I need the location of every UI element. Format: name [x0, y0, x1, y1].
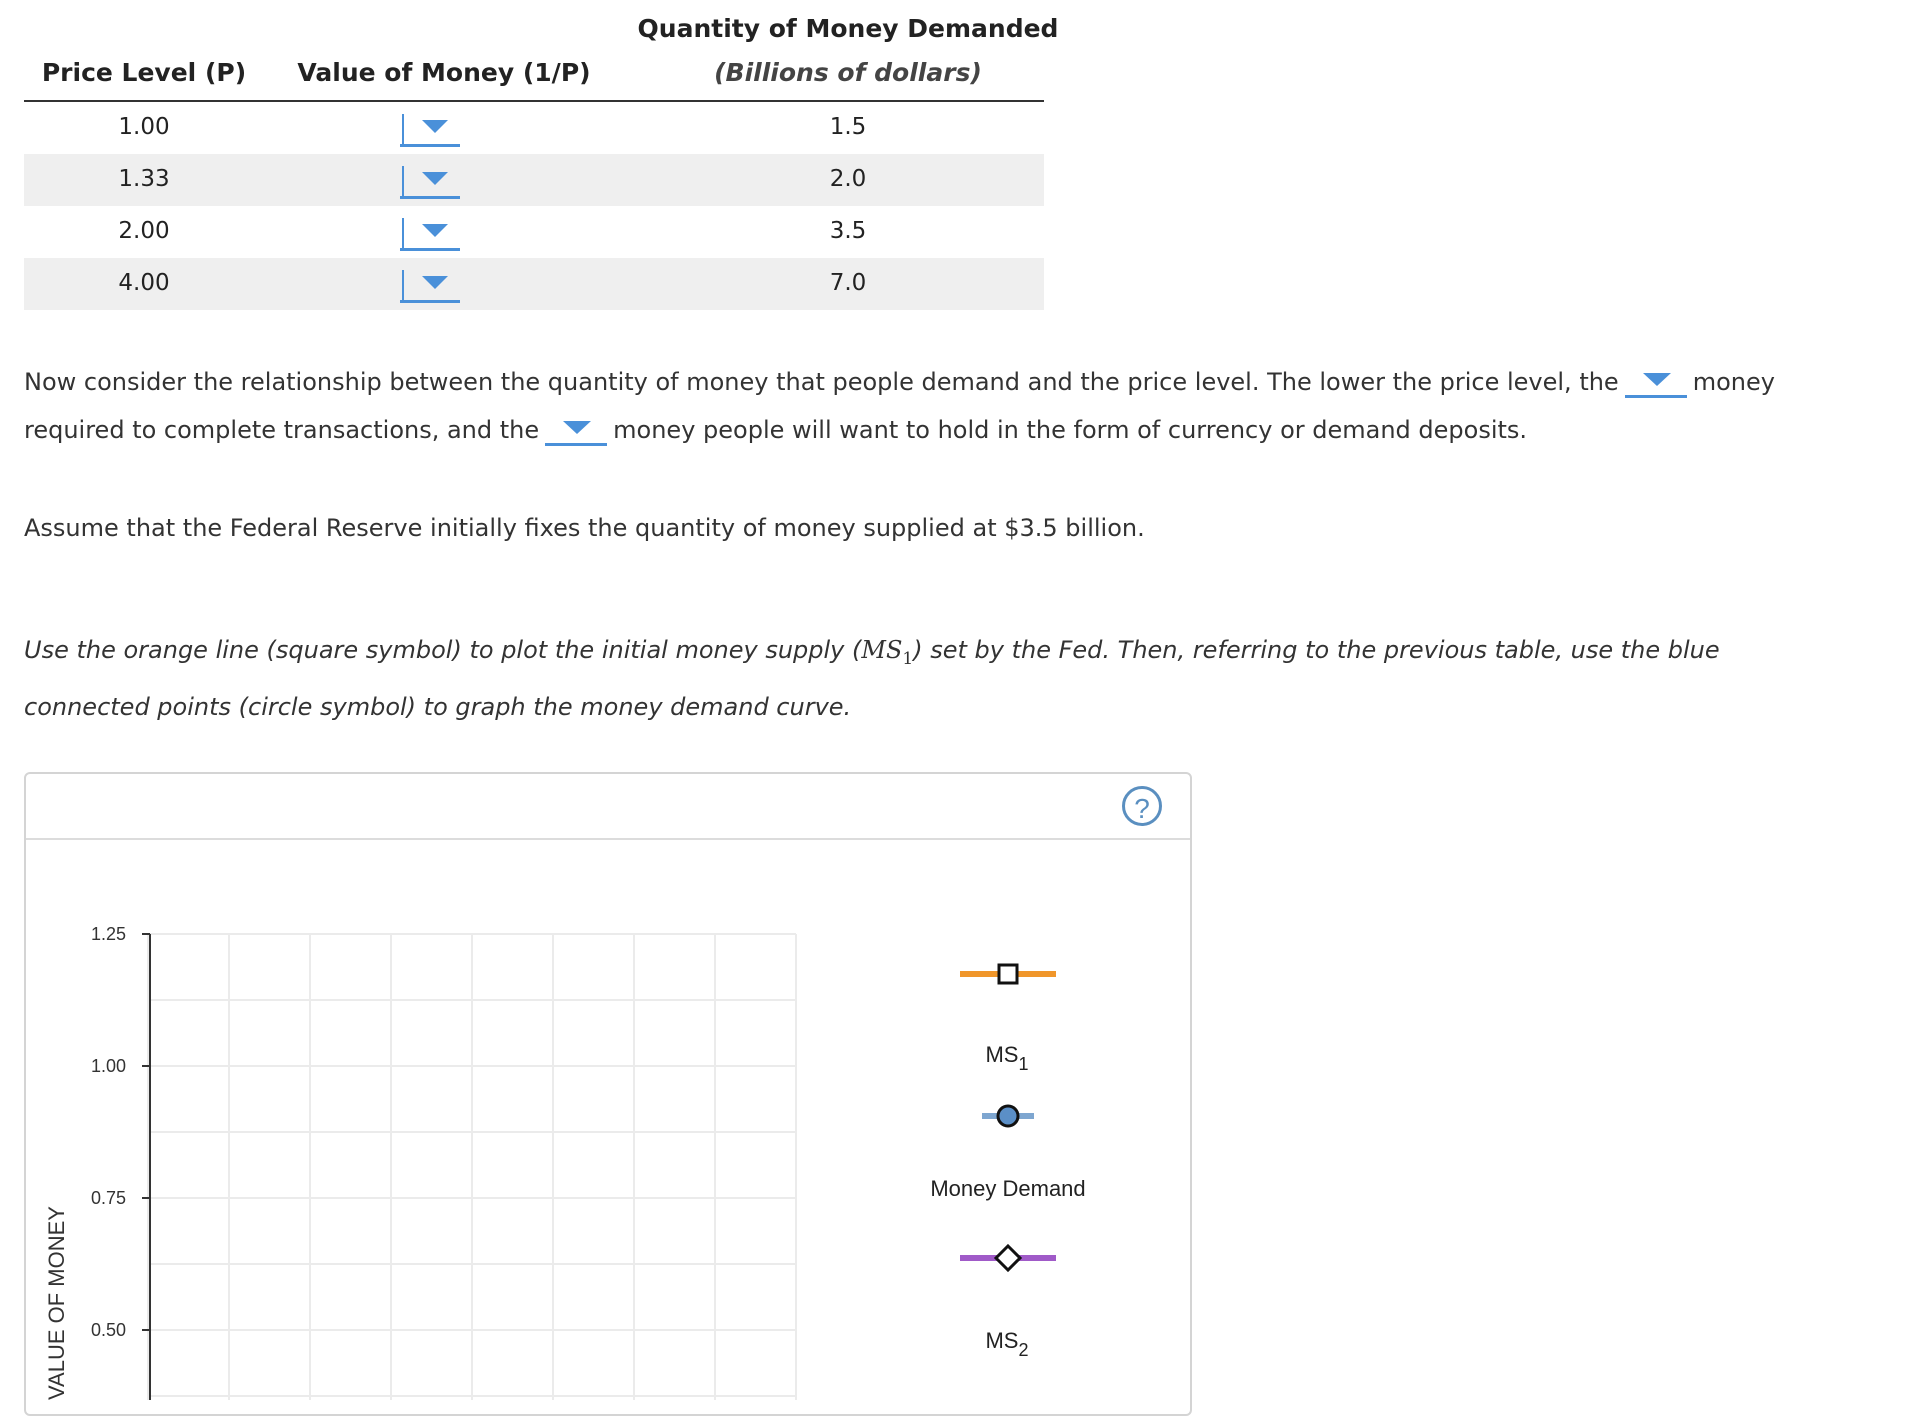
instructions-paragraph [24, 626, 1904, 731]
amount-dropdown[interactable] [1625, 367, 1687, 398]
ms1-legend-tool[interactable] [960, 965, 1056, 1074]
y-axis-label: VALUE OF MONEY [44, 1206, 69, 1400]
chevron-down-icon [422, 120, 448, 133]
hold-amount-dropdown[interactable] [545, 415, 607, 446]
chevron-down-icon [422, 172, 448, 185]
value-of-money-header: Value of Money (1/P) [297, 58, 591, 87]
quantity-cell: 2.0 [829, 166, 867, 192]
help-icon[interactable]: ? [1122, 786, 1162, 826]
instr-text-a: Use the orange line (square symbol) to plot the initial money supply ( [24, 636, 862, 664]
money-demand-legend-tool[interactable] [930, 1106, 1085, 1201]
quantity-cell: 7.0 [829, 270, 867, 296]
square-icon [999, 965, 1017, 983]
price-level-header: Price Level (P) [41, 58, 247, 87]
y-tick-label: 1.00 [90, 1056, 126, 1076]
para1-text-a: Now consider the relationship between the quantity of money that people demand and the price level. The lower the price level, the [24, 368, 1619, 396]
ms-sub: 1 [902, 648, 914, 669]
chevron-down-icon [422, 224, 448, 237]
para1-text-d: money people will want to hold in the form of currency or demand deposits. [613, 416, 1528, 444]
value-dropdown[interactable] [400, 270, 460, 303]
table-row [24, 102, 1044, 154]
instr-text-c: connected points (circle symbol) to graph the money demand curve. [24, 692, 852, 721]
table-row [24, 206, 1044, 258]
quantity-cell: 1.5 [829, 114, 867, 140]
ms-text: MS [861, 636, 903, 664]
table-row [24, 258, 1044, 310]
chevron-down-icon [422, 276, 448, 289]
ms2-legend-label: $MS_2$ [985, 1328, 1029, 1360]
diamond-icon [996, 1246, 1020, 1270]
instr-text-b: ) set by the Fed. Then, referring to the previous table, use the blue [913, 636, 1720, 664]
value-dropdown[interactable] [400, 166, 460, 199]
chevron-down-icon [563, 421, 591, 434]
ms1-legend-label: $MS_1$ [985, 1042, 1029, 1074]
y-tick-label: 0.50 [90, 1320, 126, 1340]
y-tick-label: 1.25 [90, 924, 126, 944]
circle-icon [998, 1106, 1018, 1126]
price-cell: 1.33 [118, 166, 170, 192]
grid [148, 934, 796, 1400]
para1-text-c: required to complete transactions, and the [24, 416, 540, 444]
price-cell: 1.00 [118, 114, 170, 140]
value-dropdown[interactable] [400, 218, 460, 251]
graph-area[interactable] [26, 840, 1190, 1400]
table-header-row [24, 58, 1044, 102]
value-dropdown[interactable] [400, 114, 460, 147]
fed-assumption-paragraph: Assume that the Federal Reserve initially fixes the quantity of money supplied at $3.5 billion. [24, 514, 1145, 542]
price-relationship-paragraph [24, 358, 1904, 454]
quantity-cell: 3.5 [829, 218, 867, 244]
chevron-down-icon [1643, 373, 1671, 386]
quantity-header: Quantity of Money Demanded [637, 14, 1059, 43]
money-demand-legend-label: Money Demand [930, 1176, 1086, 1201]
ms1-symbol [861, 636, 914, 669]
y-tick-label: 0.75 [90, 1188, 126, 1208]
price-cell: 4.00 [118, 270, 170, 296]
billions-header: (Billions of dollars) [714, 58, 982, 87]
graph-panel [24, 772, 1192, 1416]
graph-toolbar [26, 774, 1190, 840]
ms2-legend-tool[interactable] [960, 1246, 1056, 1360]
table-row [24, 154, 1044, 206]
para1-text-b: money [1692, 368, 1775, 396]
price-cell: 2.00 [118, 218, 170, 244]
